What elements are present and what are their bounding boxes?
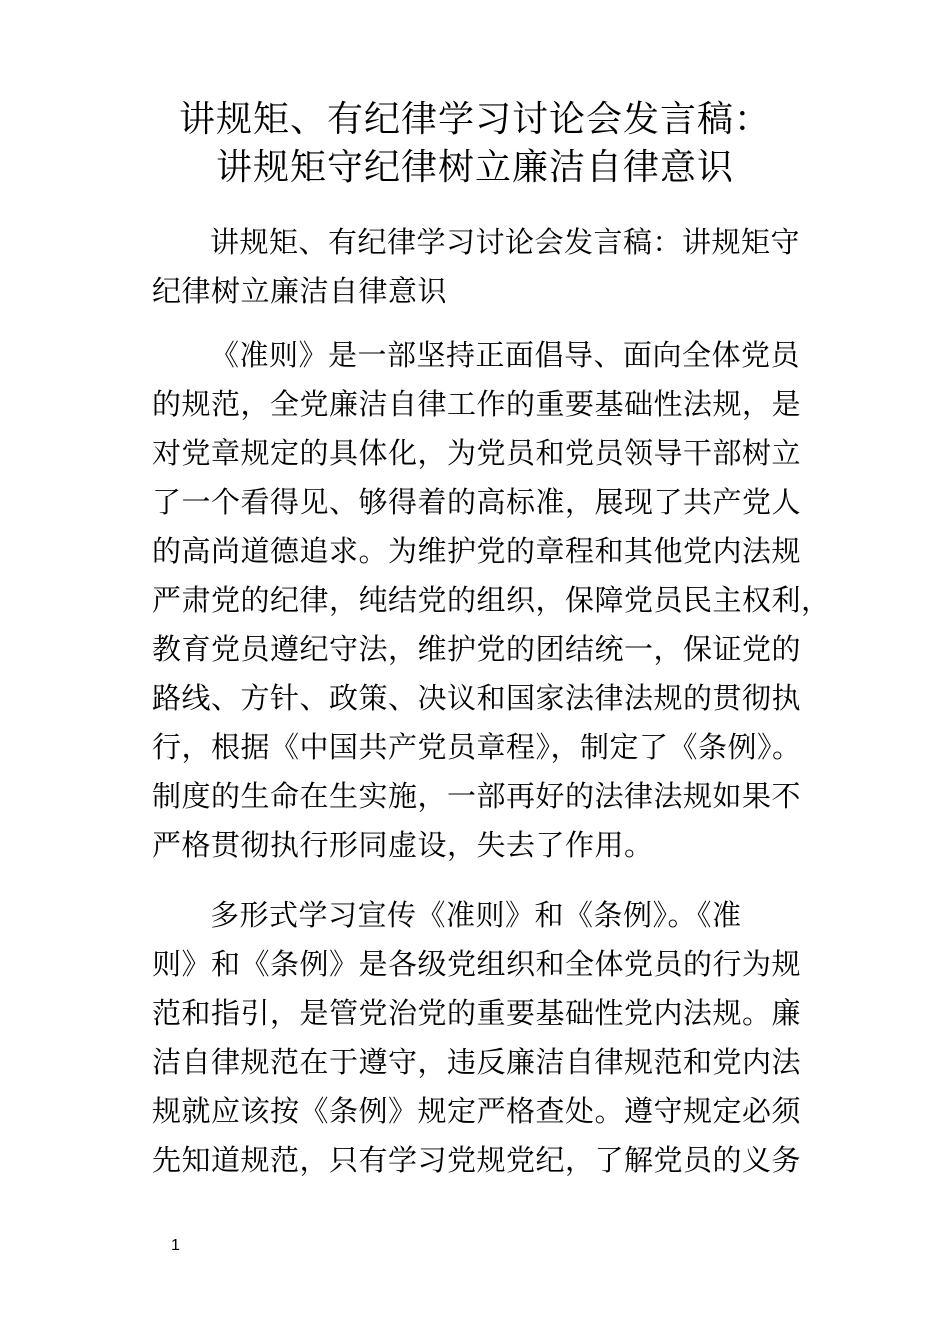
body-text-line: 的高尚道德追求。为维护党的章程和其他党内法规 xyxy=(152,534,802,568)
body-text-line: 了一个看得见、够得着的高标准，展现了共产党人 xyxy=(152,485,802,519)
page-number: 1 xyxy=(171,1237,180,1254)
body-text-line: 制度的生命在生实施，一部再好的法律法规如果不 xyxy=(152,779,802,813)
body-text-line: 《准则》是一部坚持正面倡导、面向全体党员 xyxy=(210,338,801,372)
body-text-line: 规就应该按《条例》规定严格查处。遵守规定必须 xyxy=(152,1094,802,1128)
document-title-line-1: 讲规矩、有纪律学习讨论会发言稿： xyxy=(178,99,771,140)
body-text-line: 洁自律规范在于遵守，违反廉洁自律规范和党内法 xyxy=(152,1045,802,1079)
body-text-line: 纪律树立廉洁自律意识 xyxy=(152,274,448,308)
body-text-line: 对党章规定的具体化，为党员和党员领导干部树立 xyxy=(152,436,802,470)
body-text-line: 行，根据《中国共产党员章程》，制定了《条例》。 xyxy=(152,730,802,764)
body-text-line: 严肃党的纪律，纯结党的组织，保障党员民主权利， xyxy=(152,583,831,617)
body-text-line: 多形式学习宣传《准则》和《条例》。《准 xyxy=(210,898,742,932)
body-text-line: 教育党员遵纪守法，维护党的团结统一，保证党的 xyxy=(152,632,802,666)
document-title-line-2: 讲规矩守纪律树立廉洁自律意识 xyxy=(215,147,734,188)
body-text-line: 的规范，全党廉洁自律工作的重要基础性法规，是 xyxy=(152,387,802,421)
body-text-line: 严格贯彻执行形同虚设，失去了作用。 xyxy=(152,828,654,862)
body-text-line: 讲规矩、有纪律学习讨论会发言稿：讲规矩守 xyxy=(210,225,801,259)
body-text-line: 路线、方针、政策、决议和国家法律法规的贯彻执 xyxy=(152,681,802,715)
body-text-line: 先知道规范，只有学习党规党纪，了解党员的义务 xyxy=(152,1143,802,1177)
body-text-line: 则》和《条例》是各级党组织和全体党员的行为规 xyxy=(152,947,802,981)
body-text-line: 范和指引，是管党治党的重要基础性党内法规。廉 xyxy=(152,996,802,1030)
